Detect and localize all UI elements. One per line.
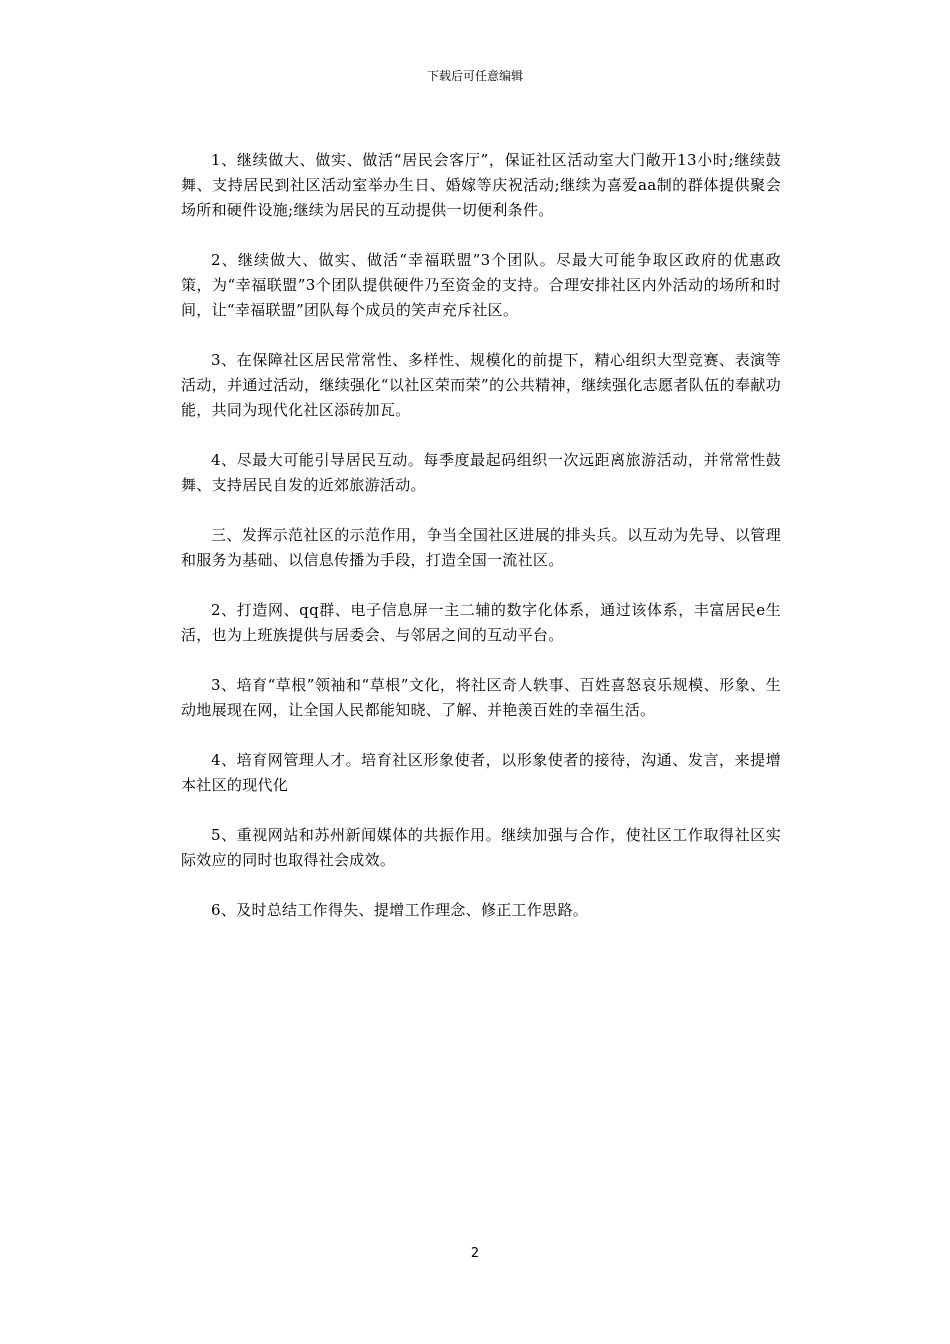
document-body <box>181 148 781 948</box>
paragraph: 1、继续做大、做实、做活“居民会客厅”，保证社区活动室大门敞开13小时;继续鼓舞、支持居民到社区活动室举办生日、婚嫁等庆祝活动;继续为喜爱aa制的群体提供聚会场所和硬件设施;继续为居民的互动提供一切便利条件。 <box>181 151 781 219</box>
paragraph: 4、培育网管理人才。培育社区形象使者，以形象使者的接待，沟通、发言，来提增本社区的现代化 <box>181 751 781 794</box>
paragraph: 2、打造网、qq群、电子信息屏一主二辅的数字化体系，通过该体系，丰富居民e生活，也为上班族提供与居委会、与邻居之间的互动平台。 <box>181 601 781 644</box>
paragraph: 3、培育“草根”领袖和“草根”文化，将社区奇人轶事、百姓喜怒哀乐规模、形象、生动地展现在网，让全国人民都能知晓、了解、并艳羡百姓的幸福生活。 <box>181 676 781 719</box>
paragraph: 5、重视网站和苏州新闻媒体的共振作用。继续加强与合作，使社区工作取得社区实际效应的同时也取得社会成效。 <box>181 826 781 869</box>
paragraph: 4、尽最大可能引导居民互动。每季度最起码组织一次远距离旅游活动，并常常性鼓舞、支持居民自发的近郊旅游活动。 <box>181 451 781 494</box>
paragraph: 3、在保障社区居民常常性、多样性、规模化的前提下，精心组织大型竞赛、表演等活动，并通过活动，继续强化“以社区荣而荣”的公共精神，继续强化志愿者队伍的奉献功能，共同为现代化社区添砖加瓦。 <box>181 351 781 419</box>
paragraph: 6、及时总结工作得失、提增工作理念、修正工作思路。 <box>211 901 589 919</box>
header-note: 下载后可任意编辑 <box>426 69 523 83</box>
page-number: 2 <box>470 1246 480 1261</box>
paragraph: 2、继续做大、做实、做活“幸福联盟”3个团队。尽最大可能争取区政府的优惠政策，为“幸福联盟”3个团队提供硬件乃至资金的支持。合理安排社区内外活动的场所和时间，让“幸福联盟”团队每个成员的笑声充斥社区。 <box>181 251 781 319</box>
paragraph: 三、发挥示范社区的示范作用，争当全国社区进展的排头兵。以互动为先导、以管理和服务为基础、以信息传播为手段，打造全国一流社区。 <box>181 526 781 569</box>
